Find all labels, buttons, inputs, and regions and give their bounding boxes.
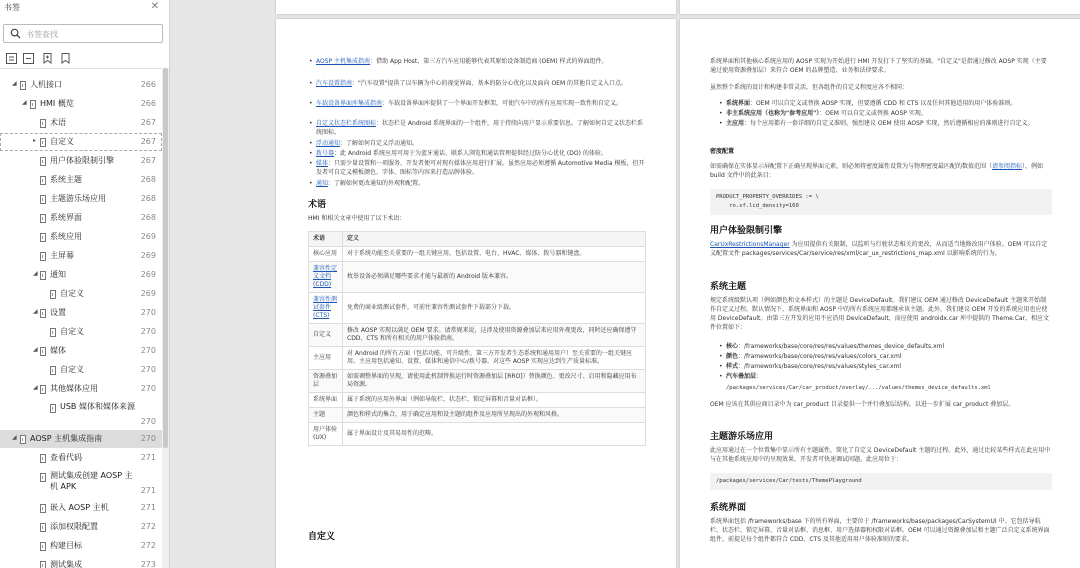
term-cell: 主题 bbox=[309, 408, 343, 423]
bookmark-page-icon bbox=[40, 309, 46, 318]
bookmark-page-number: 270 bbox=[140, 365, 156, 374]
link[interactable]: 车载设备界面库集成指南 bbox=[316, 100, 383, 107]
bookmark-label: 设置 bbox=[50, 308, 66, 317]
bookmark-add-icon[interactable] bbox=[42, 53, 53, 64]
term-cell: 主应用 bbox=[309, 347, 343, 370]
bookmark-item[interactable] bbox=[0, 304, 162, 322]
bookmark-label: 添加权限配置 bbox=[50, 522, 98, 531]
bookmark-label: 术语 bbox=[50, 118, 66, 127]
bookmark-item[interactable] bbox=[0, 247, 162, 265]
list-item-bold: 颜色 bbox=[726, 353, 739, 360]
bookmark-item[interactable] bbox=[0, 323, 162, 341]
definition-cell: 枚举设备必须满足哪些要求才能与最新的 Android 版本兼容。 bbox=[343, 262, 646, 293]
paragraph: 系统界面包括 /frameworks/base 下的所有界面，主要位于 /frameworks/base/packages/CarSystemUI 中。它包括导航栏、状态栏、锁定屏幕、音量对话框、消息框、用户选择器和权限对话框。OEM 可以通过资源叠加层和主题广泛自定义系统界面组件，前提是每个组件都符合 CDD、CTS 及其他适用用户体验准则的要求。 bbox=[710, 518, 1050, 543]
paragraph bbox=[710, 240, 1052, 258]
bookmark-label: AOSP 主机集成指南 bbox=[30, 434, 103, 443]
list-item-text: ：/frameworks/base/core/res/res/values/colors_car.xml bbox=[738, 353, 902, 360]
divider bbox=[0, 68, 170, 69]
paragraph: 系统界面和其他核心系统应用的 AOSP 实现为开始进行 HMI 开发打下了坚实的基础。"自定义"是指通过修改 AOSP 实现（主要通过使用资源叠加层）来符合 OEM 的品牌塑造、业务和法律要求。 bbox=[710, 58, 1047, 74]
bookmark-page-number: 269 bbox=[140, 232, 156, 241]
expand-all-icon[interactable] bbox=[6, 53, 17, 64]
list-item bbox=[726, 342, 1052, 351]
link[interactable]: 媒体 bbox=[316, 160, 329, 167]
list-item-text: ：/frameworks/base/core/res/res/values/themes_device_defaults.xml bbox=[738, 343, 945, 350]
list-item-text: ：每个应用都有一套详细的自定义准则。强烈建议 OEM 使用 AOSP 实现，然后遵循相应的准则进行自定义。 bbox=[744, 120, 1034, 127]
bookmark-label: 用户体验限制引擎 bbox=[50, 156, 114, 165]
term-cell-link[interactable]: 兼容性测试套件 (CTS) bbox=[309, 293, 343, 324]
collapse-all-icon[interactable] bbox=[23, 53, 34, 64]
bookmark-label: 嵌入 AOSP 主机 bbox=[50, 503, 109, 512]
bookmark-page-icon bbox=[50, 404, 56, 413]
bookmark-page-number: 271 bbox=[140, 503, 156, 512]
paragraph-text: 为应用提供有关限制，以监听与行驶状态相关的更改，从而适当地修改用户体验。OEM 可以自定义配置文件 packages/services/Car/service/res/xml/car_ux_restrictions_map.xml 以影响系统的行为。 bbox=[710, 241, 1048, 257]
bookmark-page-icon bbox=[20, 435, 26, 444]
bookmark-label: 系统界面 bbox=[50, 213, 82, 222]
expand-toggle-icon[interactable]: ◢ bbox=[22, 99, 27, 106]
paragraph: 规定系统级默认项（例如颜色和文本样式）的主题是 DeviceDefault。我们建议 OEM 通过修改 DeviceDefault 主题来开始制作自定义过程。默认情况下，系统界面和 AOSP 中的所有系统应用都继承该主题。此外，我们建议 OEM 开发的系统应用也应使用 DeviceDefault。由第三方开发的应用不应沿用 DeviceDefault，而应使用 androidx.car 库中提供的 Theme.Car。相应文件位置如下： bbox=[710, 297, 1050, 331]
bookmark-page-number: 269 bbox=[140, 270, 156, 279]
bookmark-item[interactable] bbox=[0, 556, 162, 568]
code-block: PRODUCT_PROPERTY_OVERRIDES := \ ro.sf.lcd_density=160 bbox=[710, 189, 1052, 215]
bookmark-label: 自定义 bbox=[60, 327, 84, 336]
expand-toggle-icon[interactable]: ▸ bbox=[33, 137, 37, 144]
bookmark-page-number: 267 bbox=[140, 137, 156, 146]
bookmark-page-number: 271 bbox=[140, 453, 156, 462]
bookmark-page-icon bbox=[20, 81, 26, 90]
bookmark-item[interactable] bbox=[0, 190, 162, 208]
expand-toggle-icon[interactable]: ◢ bbox=[33, 384, 38, 391]
definition-cell: 颜色和样式的集合，用于确定应用和设主题的组件及应用所呈现出的外观和风格。 bbox=[343, 408, 646, 423]
list-item-text: ：此 Android 系统应用可用于为蓝牙通话、联系人浏览和通话管理提供经过防分心优化 (DO) 的体验。 bbox=[334, 150, 607, 157]
bookmark-page-icon bbox=[40, 233, 46, 242]
list-item-text: ：/frameworks/base/core/res/res/values/styles_car.xml bbox=[738, 363, 902, 370]
document-page-right bbox=[680, 19, 1080, 568]
table-row bbox=[309, 347, 646, 370]
search-placeholder: 书签查找 bbox=[26, 30, 58, 39]
bookmark-item[interactable] bbox=[0, 114, 162, 132]
bookmark-label: 构建目标 bbox=[50, 541, 82, 550]
bookmark-label: 主题游乐场应用 bbox=[50, 194, 106, 203]
bookmark-item[interactable] bbox=[0, 228, 162, 246]
close-icon[interactable]: ✕ bbox=[150, 1, 159, 12]
bookmark-page-icon bbox=[40, 252, 46, 261]
bookmark-page-number: 271 bbox=[140, 486, 156, 495]
term-cell: 系统界面 bbox=[309, 393, 343, 408]
definition-cell: 对于系统功能至关重要的一组关键应用，包括设置、电台、HVAC、媒体、拨号器和键盘。 bbox=[343, 247, 646, 262]
bookmark-page-icon bbox=[40, 271, 46, 280]
table-row bbox=[309, 408, 646, 423]
definition-cell: 对 Android 的所有方面（包括功能、可升级性、第三方开发者生态系统和通用用户）至关重要的一组关键应用。主应用包括通知、设置、媒体和通信中心/拨号器。对这些 AOSP 实现应达到生产质量标准。 bbox=[343, 347, 646, 370]
section-heading: 用户体验限制引擎 bbox=[710, 226, 783, 236]
list-item-text: ：了解如何更改通知的外观和配置。 bbox=[328, 180, 425, 187]
bookmark-item-selected[interactable] bbox=[0, 430, 162, 448]
scrollbar-thumb[interactable] bbox=[163, 68, 168, 448]
bookmark-item[interactable] bbox=[0, 76, 162, 94]
bookmark-label: 主屏幕 bbox=[50, 251, 74, 260]
expand-toggle-icon[interactable]: ◢ bbox=[33, 346, 38, 353]
link[interactable]: CarUxRestrictionsManager bbox=[710, 241, 790, 248]
bookmark-label: 自定义 bbox=[60, 365, 84, 374]
bookmark-page-icon bbox=[50, 366, 56, 375]
bookmark-page-icon bbox=[40, 176, 46, 185]
list-item-bold: 核心 bbox=[726, 343, 739, 350]
definition-cell: 如需调整界面的呈现，请使用此机制替换运行时资源叠加层 [RRO]）替换颜色、更改尺寸、启用和隐藏应用布局资源。 bbox=[343, 370, 646, 393]
bookmark-item[interactable] bbox=[0, 380, 162, 398]
bookmark-item[interactable] bbox=[0, 285, 162, 303]
term-cell: 用户体验 (UX) bbox=[309, 423, 343, 446]
definition-cell: 修改 AOSP 实现以满足 OEM 要求。请常规来说，这涉及使用资源叠加层来应用外观更改，同时还应确保遵守 CDD、CTS 和所有相关的用户体验指南。 bbox=[343, 324, 646, 347]
bookmark-page-icon bbox=[40, 214, 46, 223]
bookmarks-header bbox=[0, 0, 169, 17]
list-item bbox=[316, 149, 646, 158]
list-item-text: ：借助 App Host，第三方汽车应用能够代表其原始设备制造商 (OEM) 样式的界面组件。 bbox=[370, 58, 608, 65]
term-cell: 自定义 bbox=[309, 324, 343, 347]
list-item-text: ：车载设备界面库提供了一个界面开发框架，可使汽车中的所有应用实现一致性和自定义。 bbox=[382, 100, 623, 107]
table-header-row bbox=[309, 232, 646, 247]
bookmark-item[interactable] bbox=[0, 499, 162, 517]
bookmark-label: 自定义 bbox=[50, 137, 74, 146]
expand-toggle-icon[interactable]: ◢ bbox=[12, 434, 17, 441]
bookmarks-panel bbox=[0, 0, 170, 568]
bookmark-page-icon bbox=[40, 454, 46, 463]
section-heading: 主题游乐场应用 bbox=[710, 432, 774, 442]
bookmark-label: 其他媒体应用 bbox=[50, 384, 98, 393]
bookmark-page-number: 266 bbox=[140, 80, 156, 89]
bookmark-item[interactable] bbox=[0, 537, 162, 555]
expand-toggle-icon[interactable]: ◢ bbox=[12, 80, 17, 87]
bookmark-item[interactable] bbox=[0, 95, 162, 113]
link[interactable]: 请参阅指标 bbox=[992, 163, 1023, 170]
bookmark-page-icon bbox=[40, 195, 46, 204]
table-row bbox=[309, 423, 646, 446]
bookmark-icon[interactable] bbox=[60, 53, 71, 64]
bookmark-label: 通知 bbox=[50, 270, 66, 279]
bookmark-page-icon bbox=[40, 473, 46, 482]
list-item-text: ："汽车设置"提供了以车辆为中心的视觉界面、基本的防分心优化以及面向 OEM 的其他自定义入口点。 bbox=[352, 80, 628, 87]
definition-cell: 属于系统的应用外界面（例如导航栏、状态栏、锁定屏幕和音量对话框）。 bbox=[343, 393, 646, 408]
bookmark-page-number: 267 bbox=[140, 118, 156, 127]
column-header: 术语 bbox=[309, 232, 343, 247]
bookmark-label: 测试集成创建 AOSP 主机 APK bbox=[50, 471, 133, 491]
list-item bbox=[726, 352, 1052, 361]
term-cell: 资源叠加层 bbox=[309, 370, 343, 393]
bookmark-label: 测试集成 bbox=[50, 560, 82, 568]
bookmark-page-icon bbox=[40, 523, 46, 532]
bookmark-item[interactable] bbox=[0, 133, 162, 151]
term-cell: 核心应用 bbox=[309, 247, 343, 262]
list-item-text: ：只需少量设置和一项服务，开发者便可对现有媒体应用进行扩展。虽然应用必须遵循 Automotive Media 模板，但开发者可自定义模板颜色、字体、图标等内容来打造品牌体验。 bbox=[316, 160, 645, 176]
list-item bbox=[316, 139, 646, 148]
section-heading: 系统界面 bbox=[710, 503, 747, 513]
list-item bbox=[316, 179, 646, 188]
bookmark-page-icon bbox=[40, 347, 46, 356]
paragraph-text: ），例如 build 文件中的此条目： bbox=[710, 163, 1044, 179]
link[interactable]: 拨号器 bbox=[316, 150, 335, 157]
bookmark-page-icon bbox=[40, 542, 46, 551]
bookmark-label: 系统应用 bbox=[50, 232, 82, 241]
link[interactable]: 浮动通知 bbox=[316, 140, 341, 147]
bookmark-item[interactable] bbox=[0, 266, 162, 284]
bookmark-label: HMI 概览 bbox=[40, 99, 74, 108]
list-item-bold: 汽车叠加层 bbox=[726, 373, 757, 380]
bookmark-label: 查看代码 bbox=[50, 453, 82, 462]
bookmark-page-number: 268 bbox=[140, 213, 156, 222]
bookmark-page-number: 270 bbox=[140, 308, 156, 317]
table-row bbox=[309, 262, 646, 293]
bookmark-page-icon bbox=[50, 328, 56, 337]
link[interactable]: AOSP 主机集成指南 bbox=[316, 58, 371, 65]
table-row bbox=[309, 324, 646, 347]
list-item-bold: 系统界面 bbox=[726, 100, 751, 107]
list-item-text: ：状态栏是 Android 系统界面的一个组件，用于持续向用户显示重要信息。了解如何自定义状态栏系统图标。 bbox=[316, 120, 644, 136]
list-item-bold: 样式 bbox=[726, 363, 739, 370]
bookmark-item[interactable] bbox=[0, 209, 162, 227]
sidebar-scrollbar[interactable] bbox=[162, 68, 169, 568]
table-row bbox=[309, 247, 646, 262]
term-cell-link[interactable]: 兼容性定义文档 (CDD) bbox=[309, 262, 343, 293]
bookmark-page-number: 270 bbox=[140, 417, 156, 426]
link[interactable]: 汽车设置指南 bbox=[316, 80, 353, 87]
list-item-text: ：OEM 可以自定义或替换 AOSP 实现，但要遵循 CDD 和 CTS 以及任何其他适用的用户体验准则。 bbox=[750, 100, 1017, 107]
list-item bbox=[726, 362, 1052, 371]
bookmark-page-number: 268 bbox=[140, 175, 156, 184]
bookmark-page-number: 267 bbox=[140, 156, 156, 165]
list-item bbox=[316, 159, 646, 177]
bookmark-page-icon bbox=[40, 157, 46, 166]
list-item-bold: 非主系统应用（也称为"参考应用"） bbox=[726, 110, 820, 117]
bookmark-page-number: 272 bbox=[140, 541, 156, 550]
code-block: /packages/services/Car/tests/ThemePlayground bbox=[710, 473, 1052, 490]
paragraph bbox=[710, 162, 1052, 180]
bookmark-page-icon bbox=[40, 561, 46, 568]
list-item bbox=[726, 119, 1052, 128]
file-path: /packages/services/Car/car_product/overlay/.../values/themes_device_defaults.xml bbox=[726, 385, 991, 391]
definition-cell: 属于界面设计及其易用性的范畴。 bbox=[343, 423, 646, 446]
list-item-text: ：了解如何自定义浮动通知。 bbox=[340, 140, 419, 147]
document-page-left bbox=[276, 19, 676, 568]
bookmark-item[interactable] bbox=[0, 449, 162, 467]
list-item bbox=[726, 109, 1052, 118]
paragraph-text: 如需确保在实体显示屏配置下正确呈现界面元素，则必须将密度属性设置为与物理密度最匹配的数值范围（ bbox=[710, 163, 993, 170]
expand-toggle-icon[interactable]: ◢ bbox=[33, 270, 38, 277]
bookmark-page-number: 270 bbox=[140, 434, 156, 443]
table-row bbox=[309, 370, 646, 393]
bookmark-item[interactable] bbox=[0, 468, 162, 498]
bookmarks-title: 书签 bbox=[4, 3, 20, 12]
paragraph: 虽然整个系统的设计和构建非常灵活，但各组件的自定义程度应各不相同： bbox=[710, 84, 909, 91]
bookmark-page-number: 266 bbox=[140, 99, 156, 108]
definition-cell: 免费的商业级测试套件，可前往兼容性测试套件下载部分下载。 bbox=[343, 293, 646, 324]
bookmark-page-number: 273 bbox=[140, 560, 156, 568]
link[interactable]: 通知 bbox=[316, 180, 329, 187]
bookmark-page-icon bbox=[40, 504, 46, 513]
paragraph: OEM 应该在其供应商目录中为 car_product 目录提供一个并行叠加层结构，以进一步扩展 car_product 叠加层。 bbox=[710, 401, 1015, 408]
bookmark-item[interactable] bbox=[0, 361, 162, 379]
bookmark-item[interactable] bbox=[0, 518, 162, 536]
bookmark-item[interactable] bbox=[0, 171, 162, 189]
list-item-text: ：OEM 可以自定义或替换 AOSP 实现。 bbox=[819, 110, 927, 117]
table-row bbox=[309, 293, 646, 324]
paragraph: 此应用通过在一个位置集中显示所有主题属性，简化了自定义 DeviceDefault 主题的过程。此外，通过比较某些样式在此应用中与在其他系统应用中的呈现效果，开发者可快速调试问题。此应用位于： bbox=[710, 447, 1051, 463]
list-item bbox=[316, 99, 646, 108]
section-heading: 系统主题 bbox=[710, 282, 747, 292]
bookmark-label: 媒体 bbox=[50, 346, 66, 355]
section-heading: 自定义 bbox=[308, 532, 336, 542]
bookmark-page-number: 272 bbox=[140, 522, 156, 531]
bookmark-page-number: 269 bbox=[140, 251, 156, 260]
bookmark-label: 人机接口 bbox=[30, 80, 62, 89]
list-item-text: ： bbox=[756, 373, 763, 380]
bookmark-label: 自定义 bbox=[60, 289, 84, 298]
bookmark-page-number: 270 bbox=[140, 384, 156, 393]
bookmark-page-icon bbox=[40, 138, 46, 147]
bookmark-page-number: 268 bbox=[140, 194, 156, 203]
bookmark-label: 系统主题 bbox=[50, 175, 82, 184]
bookmark-page-number: 269 bbox=[140, 289, 156, 298]
terms-table bbox=[308, 231, 646, 446]
bookmark-page-icon bbox=[50, 290, 56, 299]
bookmark-page-icon bbox=[30, 100, 36, 109]
expand-toggle-icon[interactable]: ◢ bbox=[33, 308, 38, 315]
table-row bbox=[309, 393, 646, 408]
bookmark-search-input[interactable] bbox=[3, 24, 163, 43]
paragraph: HMI 和相关文章中使用了以下术语： bbox=[308, 215, 406, 222]
subheading: 密度配置 bbox=[710, 148, 735, 155]
bookmark-page-number: 270 bbox=[140, 327, 156, 336]
bookmark-label: USB 媒体和媒体来源 bbox=[60, 402, 135, 411]
bookmark-item[interactable] bbox=[0, 152, 162, 170]
search-icon bbox=[10, 28, 21, 39]
list-item-bold: 主应用 bbox=[726, 120, 745, 127]
bookmark-page-icon bbox=[40, 385, 46, 394]
bookmark-page-number: 270 bbox=[140, 346, 156, 355]
list-item bbox=[316, 119, 646, 137]
bookmark-item[interactable] bbox=[0, 342, 162, 360]
bookmark-page-icon bbox=[40, 119, 46, 128]
link[interactable]: 自定义状态栏系统图标 bbox=[316, 120, 377, 127]
list-item bbox=[726, 372, 1052, 381]
section-heading: 术语 bbox=[308, 200, 327, 210]
previous-page-left bbox=[276, 0, 676, 14]
bookmark-item[interactable] bbox=[0, 399, 162, 429]
previous-page-right bbox=[680, 0, 1080, 14]
list-item bbox=[316, 79, 646, 88]
list-item bbox=[726, 99, 1052, 108]
column-header: 定义 bbox=[343, 232, 646, 247]
list-item bbox=[316, 57, 646, 66]
